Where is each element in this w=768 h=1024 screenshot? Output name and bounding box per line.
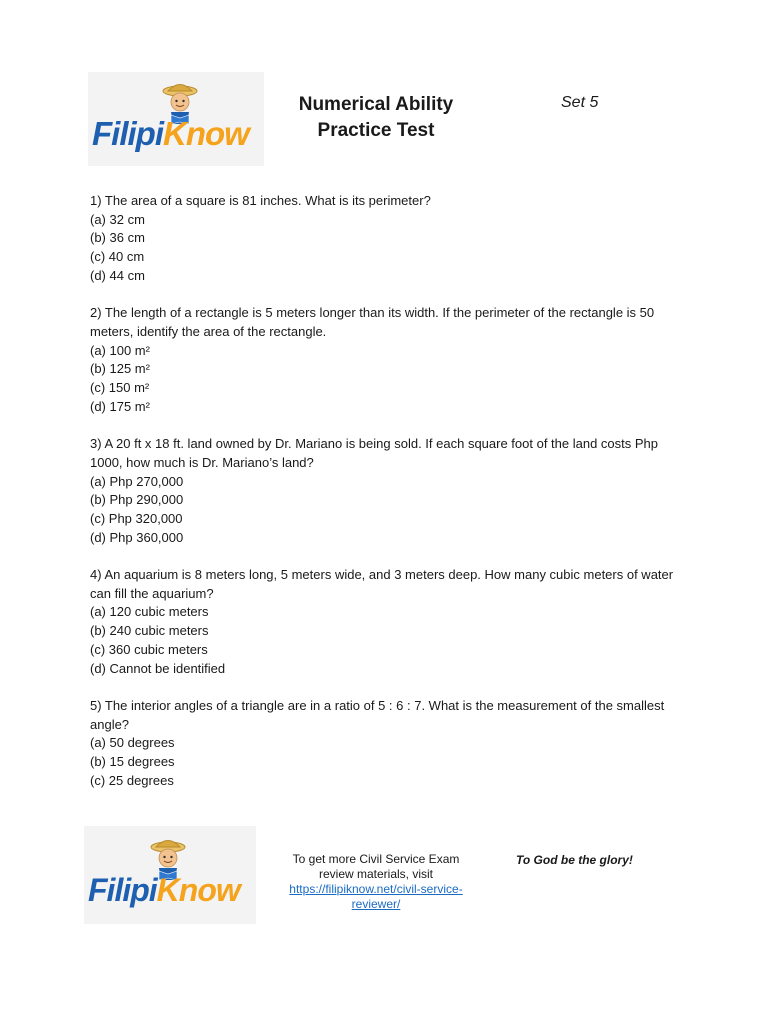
footer-line-1: To get more Civil Service Exam — [292, 852, 460, 866]
answer-option: (b) 15 degrees — [90, 754, 175, 770]
question-list — [90, 192, 690, 809]
set-label: Set 5 — [561, 94, 599, 111]
answer-option: (c) 40 cm — [90, 249, 145, 265]
question-text: 2) The length of a rectangle is 5 meters longer than its width. If the perimeter of the rectangle is 50 meters, identify the area of the rectangle. — [90, 305, 655, 339]
question-text: 4) An aquarium is 8 meters long, 5 meters wide, and 3 meters deep. How many cubic meters of water can fill the aquarium? — [90, 567, 674, 601]
question-item — [90, 566, 690, 678]
reviewer-link[interactable] — [289, 882, 462, 911]
answer-option: (d) Php 360,000 — [90, 529, 184, 545]
question-text: 1) The area of a square is 81 inches. What is its perimeter? — [90, 193, 431, 208]
question-item — [90, 192, 690, 286]
answer-option: (a) 50 degrees — [90, 735, 175, 751]
reviewer-link-line-1[interactable]: https://filipiknow.net/civil-service- — [289, 882, 463, 896]
logo-text-filipi: Filipi — [88, 872, 157, 908]
logo-wordmark — [88, 874, 240, 906]
question-item — [90, 435, 690, 547]
answer-option: (c) 25 degrees — [90, 772, 174, 788]
title-line-2: Practice Test — [317, 120, 435, 141]
answer-option: (a) Php 270,000 — [90, 473, 184, 489]
footer-note — [278, 852, 474, 912]
logo-text-know: Know — [156, 872, 240, 908]
answer-option: (a) 100 m² — [90, 342, 150, 358]
footer-motto: To God be the glory! — [516, 853, 633, 867]
answer-option: (c) 360 cubic meters — [90, 641, 208, 657]
answer-option: (a) 32 cm — [90, 211, 145, 227]
answer-option: (b) 125 m² — [90, 361, 150, 377]
filipiknow-logo — [88, 72, 264, 166]
filipiknow-footer-logo — [84, 826, 256, 924]
answer-option: (b) 240 cubic meters — [90, 623, 209, 639]
answer-option: (b) 36 cm — [90, 230, 145, 246]
logo-text-know: Know — [163, 115, 249, 152]
answer-option: (d) 175 m² — [90, 398, 150, 414]
question-text: 3) A 20 ft x 18 ft. land owned by Dr. Mariano is being sold. If each square foot of the land costs Php 1000, how much is Dr. Mariano’s land? — [90, 436, 659, 470]
question-item — [90, 697, 690, 791]
question-item — [90, 304, 690, 416]
answer-option: (a) 120 cubic meters — [90, 604, 209, 620]
title-line-1: Numerical Ability — [298, 94, 454, 115]
answer-option: (d) Cannot be identified — [90, 660, 226, 676]
logo-text-filipi: Filipi — [92, 115, 163, 152]
answer-option: (c) Php 320,000 — [90, 510, 183, 526]
answer-option: (b) Php 290,000 — [90, 492, 184, 508]
question-text: 5) The interior angles of a triangle are in a ratio of 5 : 6 : 7. What is the measurement of the smallest angle? — [90, 697, 665, 732]
answer-option: (d) 44 cm — [90, 267, 145, 283]
footer-line-2: review materials, visit — [318, 867, 434, 881]
page-title — [270, 92, 482, 144]
answer-option: (c) 150 m² — [90, 380, 150, 396]
reviewer-link-line-2[interactable]: reviewer/ — [351, 897, 401, 911]
logo-wordmark — [92, 117, 249, 150]
